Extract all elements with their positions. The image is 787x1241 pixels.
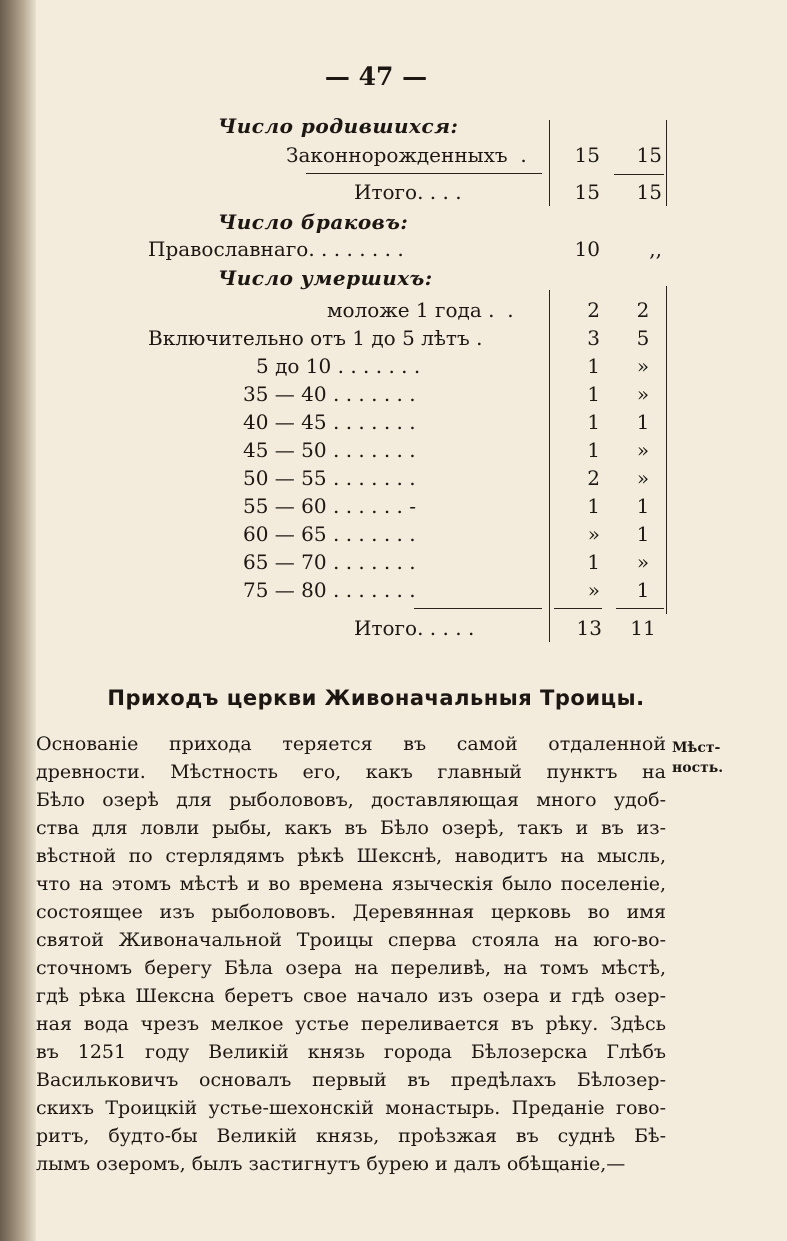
paragraph-line: лымъ озеромъ, былъ застигнутъ бурею и далъ обѣщаніе,— — [36, 1153, 626, 1175]
paragraph-line: въ 1251 году Великій князь города Бѣлозерска Глѣбъ — [36, 1041, 666, 1063]
births-legit-label: Законнорожденныхъ . — [286, 143, 527, 167]
births-rule — [306, 173, 542, 174]
births-title: Число родившихся: — [218, 114, 459, 138]
deaths-row-a: » — [587, 578, 600, 602]
deaths-sum-rule-b — [616, 608, 664, 609]
deaths-total-label: Итого. . . . . — [354, 616, 475, 640]
deaths-sum-rule-a — [554, 608, 602, 609]
deaths-row-a: 1 — [587, 354, 600, 378]
paragraph-line: сточномъ берегу Бѣла озера на переливѣ, на томъ мѣстѣ, — [36, 957, 666, 979]
deaths-row-a: 1 — [587, 494, 600, 518]
deaths-row-b: » — [636, 550, 650, 574]
deaths-title: Число умершихъ: — [218, 266, 433, 290]
deaths-row-a: 1 — [587, 410, 600, 434]
deaths-row-label: 55 — 60 . . . . . . - — [243, 494, 417, 518]
deaths-row-a: » — [587, 522, 600, 546]
births-legit-a: 15 — [574, 143, 600, 167]
deaths-row-b: 1 — [636, 494, 650, 518]
paragraph-line: Основаніе прихода теряется въ самой отдаленной — [36, 733, 666, 755]
paragraph-line: гдѣ рѣка Шексна беретъ свое начало изъ озера и гдѣ озер- — [36, 985, 666, 1007]
births-col-divider-1 — [549, 120, 550, 206]
deaths-row-b: » — [636, 354, 650, 378]
deaths-row-b: 1 — [636, 578, 650, 602]
marriages-orthodox-label: Православнаго. . . . . . . . — [148, 237, 404, 261]
marriages-title: Число браковъ: — [218, 210, 409, 234]
deaths-row-label: 35 — 40 . . . . . . . — [243, 382, 416, 406]
page-number: — 47 — — [324, 62, 428, 91]
deaths-row-a: 1 — [587, 438, 600, 462]
deaths-row-label: Включительно отъ 1 до 5 лѣтъ . — [148, 326, 483, 350]
deaths-row-label: 50 — 55 . . . . . . . — [243, 466, 416, 490]
paragraph-line: ства для ловли рыбы, какъ въ Бѣло озерѣ, такъ и въ из- — [36, 817, 666, 839]
births-total-a: 15 — [574, 180, 600, 204]
paragraph-line: Бѣло озерѣ для рыболововъ, доставляющая много удоб- — [36, 789, 666, 811]
deaths-row-label: 5 до 10 . . . . . . . — [256, 354, 421, 378]
deaths-row-b: » — [636, 466, 650, 490]
paragraph-line: ная вода чрезъ мелкое устье переливается въ рѣку. Здѣсь — [36, 1013, 666, 1035]
paragraph-line: Васильковичъ основалъ первый въ предѣлахъ Бѣлозер- — [36, 1069, 666, 1091]
deaths-row-a: 1 — [587, 550, 600, 574]
births-sum-rule — [614, 174, 664, 175]
deaths-row-a: 1 — [587, 382, 600, 406]
margin-note: Мѣст- ность. — [672, 740, 724, 776]
marriages-orthodox-a: 10 — [574, 237, 600, 261]
births-legit-b: 15 — [636, 143, 662, 167]
deaths-rule — [414, 608, 542, 609]
deaths-row-a: 2 — [587, 298, 600, 322]
deaths-row-b: 1 — [636, 522, 650, 546]
deaths-row-label: 40 — 45 . . . . . . . — [243, 410, 416, 434]
paragraph-line: святой Живоначальной Троицы сперва стояла на юго-во- — [36, 929, 666, 951]
marriages-orthodox-b: ,, — [649, 237, 662, 261]
paragraph-line: состоящее изъ рыболововъ. Деревянная церковь во имя — [36, 901, 666, 923]
deaths-row-label: 45 — 50 . . . . . . . — [243, 438, 416, 462]
deaths-row-b: 5 — [636, 326, 650, 350]
deaths-row-a: 2 — [587, 466, 600, 490]
births-total-label: Итого. . . . — [354, 180, 462, 204]
deaths-row-label: 60 — 65 . . . . . . . — [243, 522, 416, 546]
paragraph-line: древности. Мѣстность его, какъ главный пунктъ на — [36, 761, 666, 783]
deaths-row-a: 3 — [587, 326, 600, 350]
deaths-row-label: 75 — 80 . . . . . . . — [243, 578, 416, 602]
paragraph-line: вѣстной по стерлядямъ рѣкѣ Шекснѣ, наводитъ на мысль, — [36, 845, 666, 867]
births-col-divider-2 — [666, 120, 667, 206]
section-heading: Приходъ церкви Живоначальныя Троицы. — [107, 686, 645, 710]
deaths-row-b: » — [636, 382, 650, 406]
deaths-row-b: 2 — [636, 298, 650, 322]
paragraph-line: ритъ, будто-бы Великій князь, проѣзжая въ суднѣ Бѣ- — [36, 1125, 666, 1147]
paragraph-line: что на этомъ мѣстѣ и во времена языческія было поселеніе, — [36, 873, 666, 895]
page — [36, 0, 787, 1241]
births-total-b: 15 — [636, 180, 662, 204]
deaths-col-divider-1 — [549, 290, 550, 642]
deaths-row-b: » — [636, 438, 650, 462]
deaths-total-a: 13 — [576, 616, 602, 640]
deaths-row-b: 1 — [636, 410, 650, 434]
deaths-col-divider-2 — [666, 286, 667, 614]
deaths-total-b: 11 — [630, 616, 656, 640]
deaths-row-label: моложе 1 года . . — [327, 298, 514, 322]
deaths-row-label: 65 — 70 . . . . . . . — [243, 550, 416, 574]
book-spine-shadow — [0, 0, 36, 1241]
paragraph-line: скихъ Троицкій устье-шехонскій монастырь. Преданіе гово- — [36, 1097, 666, 1119]
